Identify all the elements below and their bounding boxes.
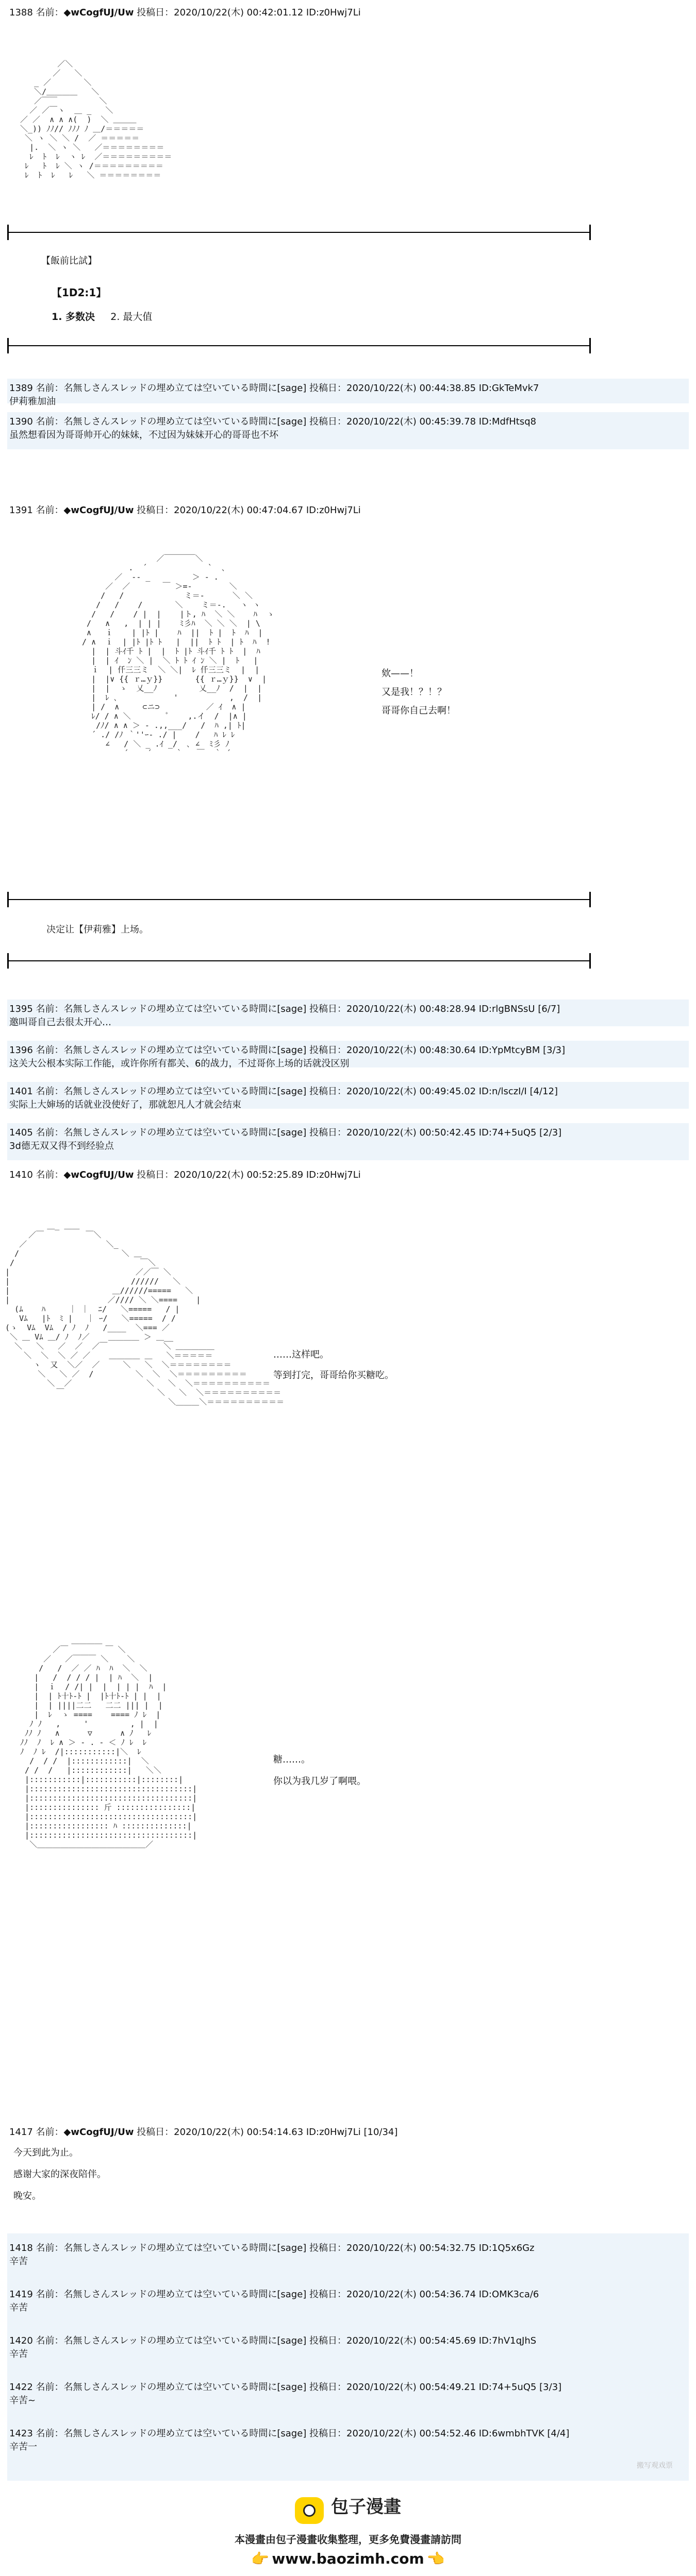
poster-name: ◆wCogfUJ/Uw [63,7,134,18]
post-body: 这关大公根本实际工作能，或许你所有都关、6的战力，不过哥你上场的话就没区别 [9,1058,350,1069]
post-body-line: 感谢大家的深夜陪伴。 [13,2169,106,2180]
name-label: 名前： [36,1170,64,1180]
post-meta: 名前：名無しさんスレッドの埋め立ては空いている時間に[sage] 投稿日：2020/10/22(木) 00:54:36.74 ID:OMK3ca/6 [36,2289,539,2300]
poster-name: ◆wCogfUJ/Uw [63,505,134,516]
name-label: 名前： [36,7,64,18]
vote-box [41,255,97,268]
name-label: 名前： [36,505,64,516]
post-meta: 名前：名無しさんスレッドの埋め立ては空いている時間に[sage] 投稿日：2020/10/22(木) 00:54:45.69 ID:7hV1qJhS [36,2335,537,2346]
post-number[interactable]: 1405 [9,1127,33,1138]
post-number[interactable]: 1391 [9,505,33,516]
speech-brother-1: ……这样吧。 等到打完，哥哥给你买糖吃。 [273,1349,394,1381]
post-body-line: 今天到此为止。 [13,2147,78,2158]
post-body: 辛苦 [9,2302,28,2313]
footer-tagline: 本漫畫由包子漫畫收集整理，更多免費漫畫請訪問 [235,2533,461,2546]
post-1395 [7,999,689,1026]
post-number[interactable]: 1390 [9,416,33,427]
vote-options [52,309,152,323]
post-number[interactable]: 1395 [9,1004,33,1014]
post-body: 虽然想看因为哥哥帅开心的妹妹，不过因为妹妹开心的哥哥也不坏 [9,430,278,440]
ascii-art-hat-2: ＿_ ＿＿ ／￣ ￣＼ ／ ＼_ / ＼ ＿ / ￣＼ | ／／￣ ＼ | ////// ＼ | ＿//////===== ＼ | ／//// ＼ ＼==== | (ﾑ ﾊ ｜ ｜ ﾆ/ ＼===== / | Vﾑ |ﾄ ﾐ | ｜ ｰ/ ＼===== / / (ゝ Vﾑ Vﾑ / ﾉ ﾉ /____ ＼=== ／ ＼ ＿ Vﾑ ＿/ ﾉ ﾉ／ ＿＿＿＿ ＞ ＿__ ＼ ＼ ／ ／ ／￣ ＼ ＿＿＿＿＿ ＼ ＼ ＼ ／ ／ ＿＿＿＿ ＿ ＼＝＝＝＝＝ ヽ 又 ＼／ ／ ＼ ＼ ＼＝＝＝＝＝＝＝＝ ＼ ＼ ／ / ＼ ＼ ＼＝＝＝＝＝＝＝＝＝ ＼ ／ ＼ ＼ ＼＝＝＝＝＝＝＝＝＝＝ ￣ ＼ ＼ ＼＝＝＝＝＝＝＝＝＝＝ ＼＿＿＿＼＝＝＝＝＝＝＝＝＝＝ [5,1221,285,1406]
post-meta: 名前：名無しさんスレッドの埋め立ては空いている時間に[sage] 投稿日：2020/10/22(木) 00:50:42.45 ID:74+5uQ5 [2/3] [36,1127,562,1138]
vote-option-1: 1. 多数决 [52,311,95,323]
pointing-hand-right-icon: 👉 [251,2550,270,2567]
post-number[interactable]: 1396 [9,1045,33,1056]
post-meta: 名前：名無しさんスレッドの埋め立ては空いている時間に[sage] 投稿日：2020/10/22(木) 00:54:32.75 ID:1Q5x6Gz [36,2243,535,2253]
post-1388 [7,3,689,25]
post-header [9,6,683,20]
ascii-art-illya-pout: ＿＿＿＿ ／￣ ￣ ＼ ／ ／￣￣￣ ＼ ＼ / / ／ ／ ﾊ ﾊ ＼ ＼ | / / / / | | ﾊ ＼ | | ｉ / /| | | | | | ﾊ | | | ﾄ十ﾄ-ﾄ | |ﾄ十ﾄ-ﾄ | | | | | ||||二二 二二 ||| | | | ﾚ ゝ ==== ==== ﾉ ﾚ | ﾉ ﾉ , ' , | | ﾉﾉ ﾉ ∧ ▽ ∧ ﾉ ﾚ ﾉﾉ ﾉ ﾚ ∧ ＞ - . - ＜ ﾉ ﾚ ﾚ ﾉ ﾉ ﾚ /|:::::::::::|＼ ﾚ / / / |::::::::::::| ＼ / / / |::::::::::::| ＼＼ |:::::::::::|:::::::::::|::::::::| |:::::::::::::::::::::::::::::::::::| |:::::::::::::::::::::::::::::::::::| |::::::::::::::: 斤 ::::::::::::::::| |:::::::::::::::::::::::::::::::::::| |::::::::::::::::: ﾊ ::::::::::::::| |:::::::::::::::::::::::::::::::::::| ＼＿＿＿＿＿＿＿＿＿＿＿＿＿＿／ [20,1636,197,1849]
post-1418 [7,2239,689,2274]
post-body: 伊莉雅加油 [9,396,56,407]
post-meta: 投稿日：2020/10/22(木) 00:47:04.67 ID:z0Hwj7Li [134,505,361,516]
separator-line [7,960,591,961]
name-label: 名前： [36,2127,64,2138]
post-meta: 名前：名無しさんスレッドの埋め立ては空いている時間に[sage] 投稿日：2020/10/22(木) 00:54:49.21 ID:74+5uQ5 [3/3] [36,2382,562,2393]
watermark: 搬写观戏票 [637,2462,673,2470]
post-body: 辛苦 [9,2256,28,2267]
baozi-logo-icon [295,2497,324,2524]
site-url-link[interactable]: www.baozimh.com [272,2550,424,2567]
post-meta: 名前：名無しさんスレッドの埋め立ては空いている時間に[sage] 投稿日：2020/10/22(木) 00:49:45.02 ID:n/lsczI/I [4/12] [36,1086,558,1097]
post-meta: 名前：名無しさんスレッドの埋め立ては空いている時間に[sage] 投稿日：2020/10/22(木) 00:45:39.78 ID:MdfHtsq8 [36,416,537,427]
post-meta: 投稿日：2020/10/22(木) 00:52:25.89 ID:z0Hwj7Li [134,1170,361,1180]
post-1417 [7,2123,689,2208]
post-meta: 投稿日：2020/10/22(木) 00:42:01.12 ID:z0Hwj7Li [134,7,361,18]
post-meta: 名前：名無しさんスレッドの埋め立ては空いている時間に[sage] 投稿日：2020/10/22(木) 00:44:38.85 ID:GkTeMvk7 [36,383,539,394]
speech-illya-2: 糖……。 你以为我几岁了啊喂。 [273,1754,366,1787]
post-number[interactable]: 1422 [9,2382,33,2393]
post-body: 实际上大婶场的话就业没使好了，那就恕凡人才就会结束 [9,1099,241,1110]
brand-name: 包子漫畫 [331,2497,401,2517]
site-footer [0,2493,696,2567]
post-meta: 名前：名無しさんスレッドの埋め立ては空いている時間に[sage] 投稿日：2020/10/22(木) 00:48:30.64 ID:YpMtcyBM [3/3] [36,1045,566,1056]
pointing-hand-left-icon: 👈 [426,2550,445,2567]
post-1419 [7,2285,689,2320]
post-body: 邀叫哥自己去很太开心… [9,1017,111,1028]
post-1422 [7,2378,689,2413]
post-body-line: 晚安。 [13,2191,41,2201]
post-number[interactable]: 1418 [9,2243,33,2253]
speech-illya-1: 欸——！ 又是我！？！？ 哥哥你自己去啊！ [382,668,456,716]
post-body: 辛苦~ [9,2395,36,2406]
post-number[interactable]: 1389 [9,383,33,394]
post-1423 [7,2424,689,2459]
separator-line [7,345,591,346]
post-number[interactable]: 1401 [9,1086,33,1097]
post-meta: 名前：名無しさんスレッドの埋め立ては空いている時間に[sage] 投稿日：2020/10/22(木) 00:54:52.46 ID:6wmbhTVK [4/4] [36,2428,570,2439]
post-body: 辛苦 [9,2349,28,2360]
post-1410 [7,1165,689,1187]
ascii-art-hat-1: ／＼ ／ ＼ _ ／ ＼ ＼/＿＿＿＿ ＼ ／￣￣ ＼ ／ ／￣ヽ ＿ _ ＼ ／ ／ ∧ ∧ ∧( ) ＼ ＿＿＿ ＼_)) ﾉﾉ// ﾉﾉﾉ ﾉ ＿/＝＝＝＝＝ ＼ ヽ ＼ ＼ / ／ ＝＝＝＝＝ |. ＼ ヽ ＼ ／＝＝＝＝＝＝＝＝ ﾚ ﾄ ﾚ ヽ ﾚ ／＝＝＝＝＝＝＝＝＝ ﾚ ﾄ ﾚ ＼ ヽ /＝＝＝＝＝＝＝＝＝ ﾚ ﾄ ﾚ ﾚ ＼ ＝＝＝＝＝＝＝＝ [20,59,172,180]
post-number[interactable]: 1388 [9,7,33,18]
post-number[interactable]: 1410 [9,1170,33,1180]
post-1405 [7,1123,689,1160]
post-meta: 投稿日：2020/10/22(木) 00:54:14.63 ID:z0Hwj7Li [10/34] [134,2127,398,2138]
poster-name: ◆wCogfUJ/Uw [63,1170,134,1180]
poster-name: ◆wCogfUJ/Uw [63,2127,134,2138]
post-1389 [7,379,689,407]
dice-result: 【1D2:1】 [52,286,107,299]
vote-title: 【飯前比試】 [41,256,97,266]
post-body: 辛苦一 [9,2442,37,2452]
post-number[interactable]: 1417 [9,2127,33,2138]
post-1396 [7,1041,689,1067]
post-1401 [7,1082,689,1109]
post-1420 [7,2331,689,2366]
post-number[interactable]: 1423 [9,2428,33,2439]
ascii-art-illya-surprised: ／￣￣￣￣＼ . ´ ` ､ ／ ‐‐ _ ＞ - . ／ ／ ￣ ＞=‐ ＼ / / ミ＝‐ ＼ ＼ / / / ＼ ミ＝‐. ヽ ヽ / / / | | |ト, ﾊ ＼ ＼ ﾊ ゝ / ∧ , | | | ﾐ彡ﾊ ＼ ＼ ＼ | \ ∧ ｉ | |ﾄ | ﾊ || ﾄ | ﾄ ﾊ | / ∧ ｉ | |ﾄ |ﾄ ﾄ | || ﾄ ﾄ | ﾄ ﾊ ! | | 斗ｲ千 ﾄ | | ﾄ |ﾄ 斗ｲ千 ﾄ ﾄ | ﾊ | | ｲ ﾝ ＼ | ＼ ﾄ ﾄ ｲ ﾝ ＼ | ﾄ | ｉ | 仟三三ミ ＼ ＼| ﾚ 仟三三ミ | | | |∨ {{ ｒ…ｙ}} {{ ｒ…ｙ}} ∨ | | | ゝ 乂__ﾉ 乂__ﾉ / | | | ﾚ ､ ' , / | | / ∧ ⊂ニ⊃ ／ ｲ ∧ | ﾚ/ / ∧ ＼ ﾟ ,.イ / |∧ | /ﾉ/ ∧ ∧ ＞ - .,,___/ / ﾊ ,| ﾄ| ´ ./ /ﾉ ｀''ｰ- ./ | / ﾊ ﾚ ﾚ ∠ / ＼ _ .ｲ _/ ､ ∠ ﾐ彡 ﾉ ´ ´ ｀ ￣ ｀ ´ [82,554,275,758]
post-body: 3d德无双又得不到经验点 [9,1141,114,1151]
scene-caption: 决定让【伊莉雅】上场。 [46,924,148,935]
separator-line [7,899,591,900]
post-number[interactable]: 1419 [9,2289,33,2300]
post-meta: 名前：名無しさんスレッドの埋め立ては空いている時間に[sage] 投稿日：2020/10/22(木) 00:48:28.94 ID:rlgBNSsU [6/7] [36,1004,560,1014]
post-1390 [7,412,689,449]
vote-option-2: 2. 最大值 [110,311,153,323]
separator-line [7,232,591,233]
post-1391 [7,501,689,522]
post-number[interactable]: 1420 [9,2335,33,2346]
